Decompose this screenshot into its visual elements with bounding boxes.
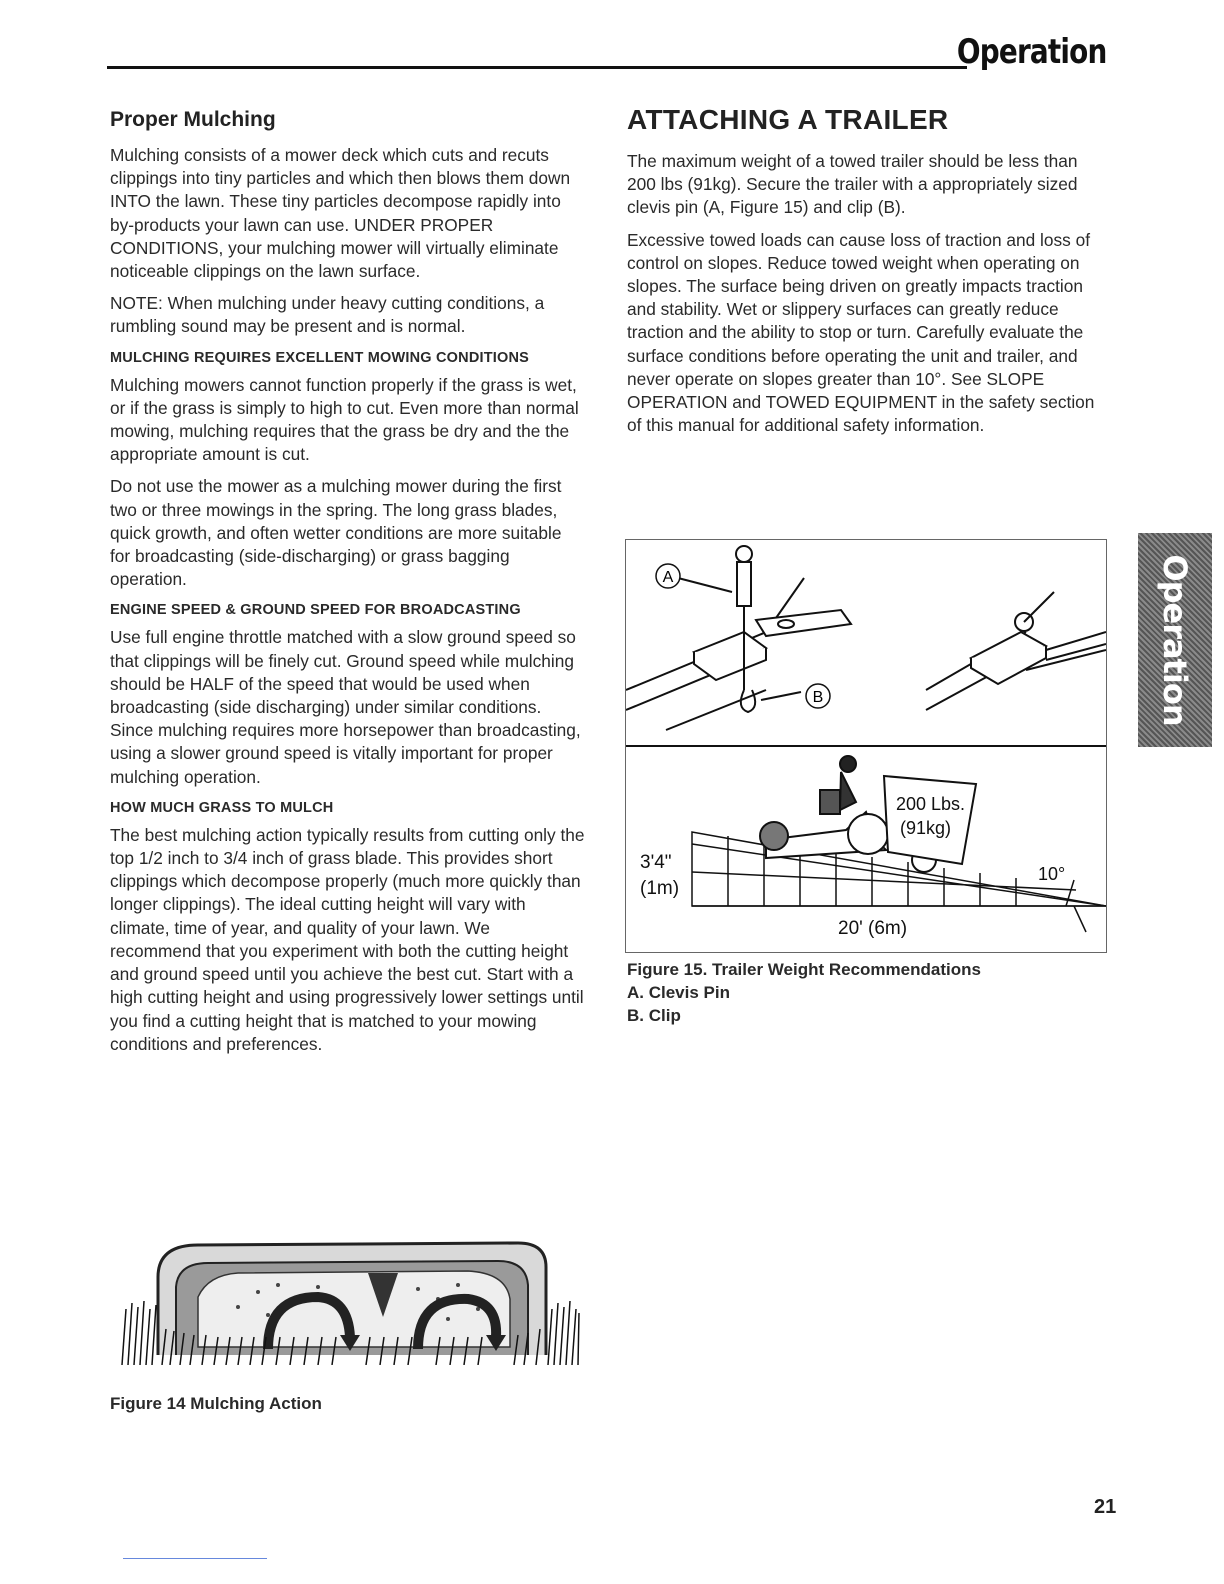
- left-column: [110, 108, 585, 1065]
- slope-angle-label: 10°: [1038, 864, 1066, 884]
- footer-line: [123, 1558, 267, 1559]
- how-much-grass-paragraph: The best mulching action typically results from cutting only the top 1/2 inch to 3/4 inch of grass blade. This provides short clippings which decompose properly (much more quickly than longer clippings). The ideal cutting height will vary with climate, time of year, and quality of your lawn. We recommend that you experiment with both the cutting height and ground speed until you achieve the best cut. Start with a high cutting height and using progressively lower settings until you find a cutting height that is matched to your mowing conditions and preferences.: [110, 824, 585, 1054]
- trailer-weight-figure: [625, 539, 1107, 953]
- figure-15-caption-block: [627, 958, 981, 1027]
- attaching-trailer-heading: ATTACHING A TRAILER: [627, 104, 949, 135]
- clevis-hitch-drawing: [626, 546, 1106, 730]
- side-tab-label: Operation: [1156, 554, 1194, 726]
- engine-speed-heading: ENGINE SPEED & GROUND SPEED FOR BROADCASTING: [110, 602, 521, 619]
- callout-b-label: B: [812, 689, 824, 706]
- caption-clip: B. Clip: [627, 1006, 681, 1025]
- slope-height-ft: 3'4": [640, 852, 672, 873]
- right-column: [627, 104, 1107, 446]
- slope-length-label: 20' (6m): [838, 918, 908, 939]
- engine-speed-paragraph: Use full engine throttle matched with a slow ground speed so that clippings will be finely cut. Ground speed while mulching should be HALF of the speed that would be used when broadcasting (side discharging) under similar conditions. Since mulching requires more horsepower than broadcasting, using a slower ground speed is vitally important for proper mulching operation.: [110, 627, 581, 787]
- proper-mulching-heading: Proper Mulching: [110, 108, 276, 131]
- page-number: 21: [1094, 1496, 1117, 1518]
- section-side-tab: [1138, 533, 1212, 747]
- slope-height-m: (1m): [640, 878, 680, 899]
- how-much-grass-heading: HOW MUCH GRASS TO MULCH: [110, 799, 334, 816]
- figure-15-caption: Figure 15. Trailer Weight Recommendations: [627, 960, 981, 979]
- mulching-note: NOTE: When mulching under heavy cutting conditions, a rumbling sound may be present and is normal.: [110, 293, 545, 337]
- mulching-conditions-heading: MULCHING REQUIRES EXCELLENT MOWING CONDITIONS: [110, 349, 530, 366]
- mulching-intro-paragraph: Mulching consists of a mower deck which cuts and recuts clippings into tiny particles and which then blows them down INTO the lawn. These tiny particles decompose rapidly into by-products your lawn can use. UNDER PROPER CONDITIONS, your mulching mower will virtually eliminate noticeable clippings on the lawn surface.: [110, 145, 571, 282]
- weight-kg-label: (91kg): [900, 818, 952, 838]
- mulching-conditions-paragraph: Mulching mowers cannot function properly if the grass is wet, or if the grass is simply to high to cut. Even more than normal mowing, mulching requires that the grass be dry and the the appropriate amount is cut.: [110, 374, 579, 465]
- spring-mowing-paragraph: Do not use the mower as a mulching mower during the first two or three mowings in the spring. The long grass blades, quick growth, and often wetter conditions are more suitable for broadcasting (side-discharging) or grass bagging operation.: [110, 476, 562, 590]
- figure-14-caption: Figure 14 Mulching Action: [110, 1394, 322, 1413]
- weight-lbs-label: 200 Lbs.: [896, 794, 966, 814]
- trailer-weight-paragraph: The maximum weight of a towed trailer should be less than 200 lbs (91kg). Secure the trailer with a appropriately sized clevis pin (A, Figure 15) and clip (B).: [627, 151, 1078, 218]
- section-title: Operation: [956, 32, 1106, 72]
- mulching-action-illustration: [118, 1237, 580, 1365]
- header-rule: [107, 66, 967, 69]
- towed-loads-paragraph: Excessive towed loads can cause loss of traction and loss of control on slopes. Reduce towed weight when operating on slopes. The surface being driven on greatly impacts traction and stability. Wet or slippery surfaces can greatly reduce traction and the ability to stop or turn. Carefully evaluate the surface conditions before operating the unit and trailer, and never operate on slopes greater than 10°. See SLOPE OPERATION and TOWED EQUIPMENT in the safety section of this manual for additional safety information.: [627, 229, 1095, 436]
- caption-clevis-pin: A. Clevis Pin: [627, 983, 730, 1002]
- callout-a-label: A: [662, 569, 674, 586]
- tractor-with-trailer: [760, 756, 976, 872]
